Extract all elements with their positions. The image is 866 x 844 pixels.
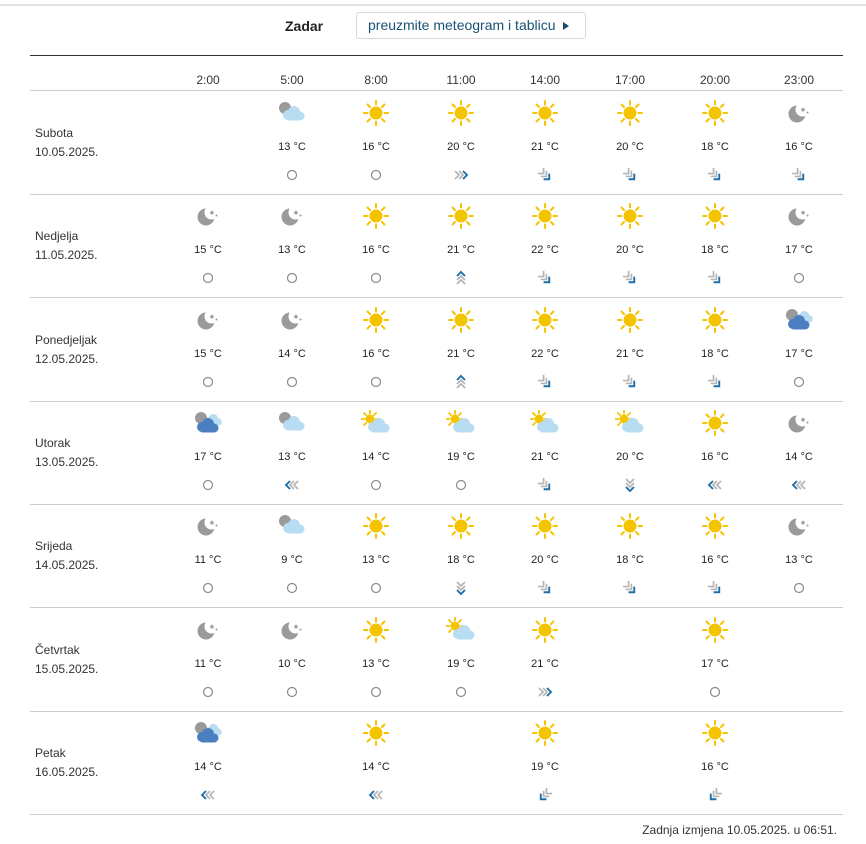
wind-north-icon [451, 372, 471, 392]
time-header: 14:00 [529, 73, 561, 87]
wind-east-icon [535, 682, 555, 702]
time-header: 5:00 [280, 73, 304, 87]
sun-icon [446, 513, 476, 539]
temperature: 16 °C [701, 554, 729, 567]
day-name: Srijeda [35, 539, 73, 554]
day-date: 10.05.2025. [35, 145, 99, 159]
temperature: 13 °C [278, 244, 306, 257]
sun-icon [530, 513, 560, 539]
sun-icon [361, 513, 391, 539]
forecast-cell [595, 401, 665, 501]
moon-icon [193, 617, 223, 643]
temperature: 13 °C [362, 657, 390, 670]
time-header: 23:00 [783, 73, 815, 87]
time-header: 17:00 [614, 73, 646, 87]
forecast-cell [257, 91, 327, 191]
forecast-cell [680, 194, 750, 294]
temperature: 13 °C [785, 554, 813, 567]
moon-icon [193, 203, 223, 229]
sun-icon [446, 203, 476, 229]
day-name: Subota [35, 126, 74, 140]
forecast-cell [764, 91, 834, 191]
forecast-cell [426, 401, 496, 501]
wind-southeast-icon [535, 475, 555, 495]
temperature: 21 °C [616, 347, 644, 360]
temperature: 13 °C [362, 554, 390, 567]
sun-icon [361, 100, 391, 126]
day-row [30, 711, 843, 815]
sun-icon [700, 307, 730, 333]
day-date: 11.05.2025. [35, 248, 98, 263]
day-label [35, 641, 98, 679]
wind-southeast-icon [705, 268, 725, 288]
calm-icon [366, 578, 386, 598]
temperature: 18 °C [447, 554, 475, 567]
calm-icon [789, 268, 809, 288]
forecast-cell [257, 298, 327, 398]
wind-west-icon [282, 475, 302, 495]
temperature: 11 °C [194, 554, 222, 567]
calm-icon [282, 268, 302, 288]
partly-cloudy-day-icon [361, 410, 391, 436]
temperature: 16 °C [785, 141, 813, 153]
forecast-cell [341, 91, 411, 191]
forecast-cell [680, 504, 750, 604]
temperature: 16 °C [362, 141, 390, 153]
forecast-cell [426, 298, 496, 398]
moon-icon [277, 307, 307, 333]
temperature: 18 °C [616, 554, 644, 567]
wind-southwest-icon [535, 785, 555, 805]
last-updated: Zadnja izmjena 10.05.2025. u 06:51. [642, 823, 837, 837]
temperature: 21 °C [447, 244, 475, 257]
calm-icon [451, 682, 471, 702]
wind-west-icon [366, 785, 386, 805]
sun-icon [700, 203, 730, 229]
partly-cloudy-day-icon [530, 410, 560, 436]
day-name: Četvrtak [35, 642, 80, 657]
calm-icon [198, 372, 218, 392]
day-row [30, 401, 843, 505]
day-row [30, 504, 843, 608]
wind-southeast-icon [535, 165, 555, 185]
day-name: Utorak [35, 435, 71, 450]
download-button-label: preuzmite meteogram i tablicu [368, 17, 556, 33]
sun-icon [446, 100, 476, 126]
day-row [30, 298, 843, 402]
temperature: 13 °C [278, 450, 306, 463]
forecast-cell [341, 504, 411, 604]
forecast-cell [426, 91, 496, 191]
temperature: 14 °C [785, 450, 813, 463]
calm-icon [282, 165, 302, 185]
calm-icon [198, 682, 218, 702]
temperature: 13 °C [278, 141, 306, 153]
wind-west-icon [705, 475, 725, 495]
wind-southeast-icon [620, 165, 640, 185]
temperature: 14 °C [362, 450, 390, 463]
forecast-cell [680, 91, 750, 191]
calm-icon [366, 372, 386, 392]
forecast-cell [173, 298, 243, 398]
forecast-cell [680, 298, 750, 398]
day-date: 16.05.2025. [35, 764, 99, 779]
day-row [30, 91, 843, 195]
sun-icon [615, 203, 645, 229]
wind-south-icon [620, 475, 640, 495]
calm-icon [366, 475, 386, 495]
cloudy-night-icon [193, 410, 223, 436]
day-name: Ponedjeljak [35, 332, 98, 347]
wind-southeast-icon [705, 165, 725, 185]
wind-southeast-icon [535, 578, 555, 598]
forecast-cell [173, 711, 243, 811]
time-header: 20:00 [699, 73, 731, 87]
forecast-cell [510, 608, 580, 708]
day-date: 15.05.2025. [35, 661, 99, 676]
forecast-cell [510, 298, 580, 398]
sun-icon [615, 307, 645, 333]
day-row [30, 194, 843, 298]
wind-southeast-icon [620, 578, 640, 598]
temperature: 17 °C [785, 244, 813, 257]
sun-icon [361, 720, 391, 746]
partly-cloudy-night-icon [277, 410, 307, 436]
sun-icon [530, 720, 560, 746]
calm-icon [282, 682, 302, 702]
time-header-row [30, 70, 843, 91]
calm-icon [366, 165, 386, 185]
forecast-cell [341, 608, 411, 708]
forecast-cell [510, 711, 580, 811]
calm-icon [451, 475, 471, 495]
temperature: 22 °C [531, 347, 559, 360]
forecast-cell [426, 608, 496, 708]
forecast-cell [257, 194, 327, 294]
sun-icon [361, 617, 391, 643]
day-name: Nedjelja [35, 229, 79, 244]
temperature: 19 °C [447, 657, 475, 670]
sun-icon [700, 410, 730, 436]
forecast-cell [595, 504, 665, 604]
sun-icon [530, 203, 560, 229]
temperature: 21 °C [531, 141, 559, 153]
partly-cloudy-night-icon [277, 100, 307, 126]
temperature: 16 °C [701, 760, 729, 773]
temperature: 17 °C [785, 347, 813, 360]
wind-southeast-icon [705, 372, 725, 392]
moon-icon [277, 617, 307, 643]
day-label [35, 434, 98, 472]
temperature: 19 °C [531, 760, 559, 773]
day-label [35, 331, 98, 369]
forecast-cell [341, 298, 411, 398]
partly-cloudy-day-icon [446, 410, 476, 436]
top-border [0, 4, 866, 6]
day-date: 12.05.2025. [35, 351, 99, 366]
calm-icon [789, 372, 809, 392]
forecast-header [0, 10, 866, 44]
temperature: 15 °C [194, 347, 222, 360]
forecast-cell [595, 194, 665, 294]
wind-southeast-icon [620, 268, 640, 288]
forecast-cell [173, 401, 243, 501]
forecast-cell [257, 401, 327, 501]
forecast-cell [510, 91, 580, 191]
wind-south-icon [451, 578, 471, 598]
moon-icon [784, 410, 814, 436]
day-name: Petak [35, 745, 66, 760]
forecast-cell [510, 194, 580, 294]
cloudy-night-icon [784, 307, 814, 333]
day-label [35, 744, 98, 782]
calm-icon [198, 475, 218, 495]
day-label [35, 537, 98, 575]
forecast-cell [595, 91, 665, 191]
forecast-cell [341, 194, 411, 294]
calm-icon [789, 578, 809, 598]
play-arrow-icon [563, 22, 569, 30]
day-row [30, 608, 843, 712]
sun-icon [361, 307, 391, 333]
temperature: 14 °C [278, 347, 306, 360]
temperature: 11 °C [194, 657, 222, 670]
forecast-cell [173, 194, 243, 294]
temperature: 14 °C [194, 760, 222, 773]
day-date: 14.05.2025. [35, 558, 99, 573]
forecast-cell [510, 401, 580, 501]
wind-west-icon [198, 785, 218, 805]
temperature: 20 °C [616, 450, 644, 463]
download-meteogram-button[interactable] [356, 12, 586, 39]
forecast-cell [764, 194, 834, 294]
forecast-cell [426, 194, 496, 294]
day-date: 13.05.2025. [35, 454, 99, 469]
temperature: 16 °C [362, 244, 390, 257]
temperature: 17 °C [194, 450, 222, 463]
sun-icon [361, 203, 391, 229]
temperature: 21 °C [447, 347, 475, 360]
sun-icon [530, 617, 560, 643]
temperature: 10 °C [278, 657, 306, 670]
temperature: 21 °C [531, 657, 559, 670]
moon-icon [784, 513, 814, 539]
temperature: 15 °C [194, 244, 222, 257]
temperature: 20 °C [616, 141, 644, 153]
sun-icon [615, 100, 645, 126]
temperature: 16 °C [362, 347, 390, 360]
temperature: 18 °C [701, 347, 729, 360]
sun-icon [615, 513, 645, 539]
forecast-cell [426, 504, 496, 604]
partly-cloudy-day-icon [615, 410, 645, 436]
temperature: 14 °C [362, 760, 390, 773]
sun-icon [530, 307, 560, 333]
wind-east-icon [451, 165, 471, 185]
location-title: Zadar [285, 18, 324, 34]
forecast-cell [341, 401, 411, 501]
temperature: 17 °C [701, 657, 729, 670]
moon-icon [277, 203, 307, 229]
temperature: 20 °C [616, 244, 644, 257]
calm-icon [198, 578, 218, 598]
forecast-cell [764, 298, 834, 398]
wind-southeast-icon [620, 372, 640, 392]
wind-southwest-icon [705, 785, 725, 805]
calm-icon [282, 372, 302, 392]
temperature: 21 °C [531, 450, 559, 463]
wind-southeast-icon [789, 165, 809, 185]
moon-icon [784, 100, 814, 126]
temperature: 9 °C [281, 554, 303, 567]
temperature: 18 °C [701, 244, 729, 257]
temperature: 16 °C [701, 450, 729, 463]
temperature: 20 °C [447, 141, 475, 153]
calm-icon [366, 682, 386, 702]
temperature: 22 °C [531, 244, 559, 257]
calm-icon [366, 268, 386, 288]
calm-icon [705, 682, 725, 702]
cloudy-night-icon [193, 720, 223, 746]
wind-north-icon [451, 268, 471, 288]
forecast-cell [595, 298, 665, 398]
table-top-divider [30, 55, 843, 56]
time-header: 2:00 [196, 73, 220, 87]
sun-icon [700, 720, 730, 746]
forecast-cell [680, 711, 750, 811]
forecast-cell [257, 504, 327, 604]
partly-cloudy-day-icon [446, 617, 476, 643]
forecast-cell [680, 608, 750, 708]
wind-west-icon [789, 475, 809, 495]
sun-icon [700, 617, 730, 643]
forecast-cell [341, 711, 411, 811]
wind-southeast-icon [535, 268, 555, 288]
wind-southeast-icon [705, 578, 725, 598]
temperature: 20 °C [531, 554, 559, 567]
calm-icon [198, 268, 218, 288]
time-header: 8:00 [364, 73, 388, 87]
partly-cloudy-night-icon [277, 513, 307, 539]
forecast-cell [764, 401, 834, 501]
moon-icon [193, 513, 223, 539]
day-label [35, 227, 98, 265]
forecast-cell [764, 504, 834, 604]
day-label [35, 124, 98, 162]
temperature: 18 °C [701, 141, 729, 153]
sun-icon [530, 100, 560, 126]
forecast-cell [680, 401, 750, 501]
temperature: 19 °C [447, 450, 475, 463]
sun-icon [446, 307, 476, 333]
time-header: 11:00 [446, 73, 476, 87]
forecast-cell [173, 504, 243, 604]
sun-icon [700, 100, 730, 126]
wind-southeast-icon [535, 372, 555, 392]
calm-icon [282, 578, 302, 598]
forecast-cell [510, 504, 580, 604]
forecast-cell [257, 608, 327, 708]
sun-icon [700, 513, 730, 539]
moon-icon [193, 307, 223, 333]
forecast-cell [173, 608, 243, 708]
moon-icon [784, 203, 814, 229]
